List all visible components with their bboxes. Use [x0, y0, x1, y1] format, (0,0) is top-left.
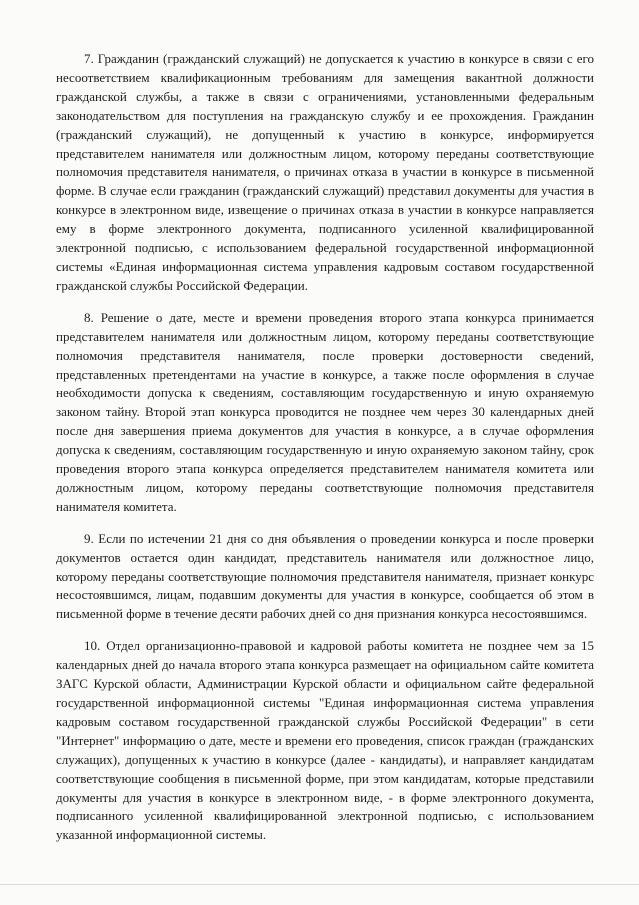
paragraph-10: 10. Отдел организационно-правовой и кадровой работы комитета не позднее чем за 15 календарных дней до начала второго этапа конкурса размещает на официальном сайте комитета ЗАГС Курской области, Администрации Курской области и официальном сайте федеральной государственной информационной системы "Единая информационная система управления кадровым составом государственной гражданской службы Российской Федерации" в сети "Интернет" информацию о дате, месте и времени его проведения, список граждан (гражданских служащих), допущенных к участию в конкурсе (далее - кандидаты), и направляет кандидатам соответствующие сообщения в письменной форме, при этом кандидатам, которые представили документы для участия в конкурсе в электронном виде, - в форме электронного документа, подписанного усиленной квалифицированной электронной подписью, с использованием указанной информационной системы.	[56, 638, 594, 843]
paragraph-7: 7. Гражданин (гражданский служащий) не допускается к участию в конкурсе в связи с его несоответствием квалификационным требованиям для замещения вакантной должности гражданской службы, а также в связи с ограничениями, установленными федеральным законодательством для поступления на гражданскую службу и ее прохождения. Гражданин (гражданский служащий), не допущенный к участию в конкурсе, информируется представителем нанимателя или должностным лицом, которому переданы соответствующие полномочия представителя нанимателя, о причинах отказа в участии в конкурсе в письменной форме. В случае если гражданин (гражданский служащий) представил документы для участия в конкурсе в электронном виде, извещение о причинах отказа в участии в конкурсе направляется ему в форме электронного документа, подписанного усиленной квалифицированной электронной подписью, с использованием федеральной государственной информационной системы «Единая информационная система управления кадровым составом государственной гражданской службы Российской Федерации.	[56, 51, 594, 293]
page-bottom-rule	[0, 884, 639, 885]
document-body	[56, 50, 594, 845]
paragraph-8: 8. Решение о дате, месте и времени проведения второго этапа конкурса принимается представителем нанимателя или должностным лицом, которому переданы соответствующие полномочия представителя нанимателя, после проверки достоверности сведений, представленных претендентами на участие в конкурсе, а также после оформления в случае необходимости допуска к сведениям, составляющим государственную и иную охраняемую законом тайну. Второй этап конкурса проводится не позднее чем через 30 календарных дней после дня завершения приема документов для участия в конкурсе, а в случае оформления допуска к сведениям, составляющим государственную и иную охраняемую законом тайну, срок проведения второго этапа конкурса определяется представителем нанимателя комитета или должностным лицом, которому переданы соответствующие полномочия представителя нанимателя комитета.	[56, 309, 594, 514]
paragraph-9: 9. Если по истечении 21 дня со дня объявления о проведении конкурса и после проверки документов остается один кандидат, представитель нанимателя или должностное лицо, которому переданы соответствующие полномочия представителя нанимателя, признает конкурс несостоявшимся, лицам, подавшим документы для участия в конкурсе, сообщается об этом в письменной форме в течение десяти рабочих дней со дня признания конкурса несостоявшимся.	[56, 530, 594, 622]
